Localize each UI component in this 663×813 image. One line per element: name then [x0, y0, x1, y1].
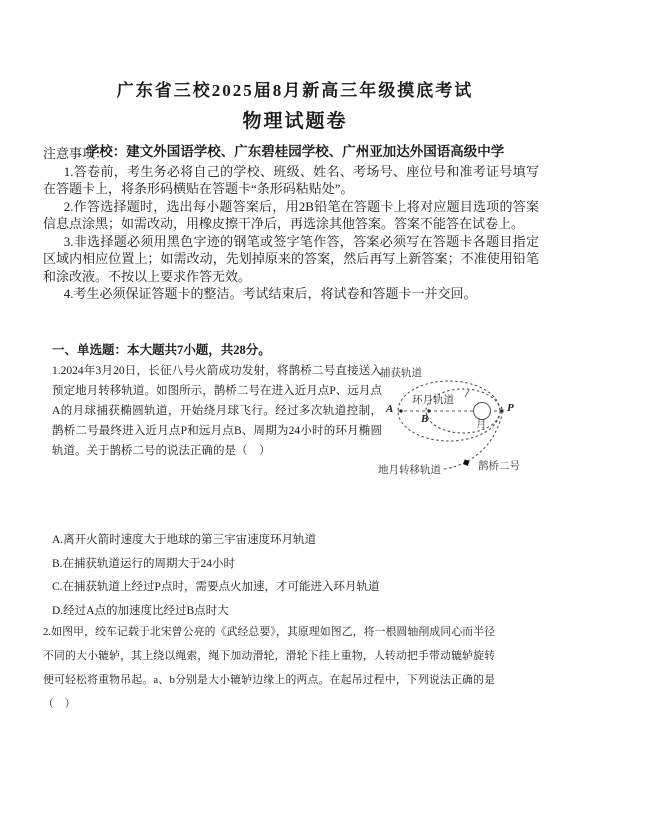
exam-title: 广东省三校2025届8月新高三年级摸底考试	[116, 81, 474, 100]
orbit-diagram	[366, 356, 576, 486]
transfer-orbit-label: 地月转移轨道	[378, 465, 441, 476]
point-p-label: P	[507, 402, 514, 414]
question-1-option-a: A.离开火箭时速度大于地球的第三宇宙速度环月轨道	[52, 534, 317, 546]
lunar-orbit-leader-line	[465, 390, 469, 397]
question-1-options	[52, 529, 472, 623]
point-a-label: A	[386, 403, 394, 415]
notice-section	[43, 145, 539, 303]
point-b-label: B	[421, 413, 429, 425]
question-2-stem: 2.如图甲，绞车记载于北宋曾公亮的《武经总要》，其原理如图乙，将一根圆轴削成同心而半径不同的大小辘轳，其上绕以绳索，绳下加动滑轮，滑轮下挂上重物，人转动把手带动辘轳旋转便可轻松将重物吊起。a、b分别是大小辘轳边缘上的两点。在起吊过程中，下列说法正确的是（ ）	[43, 626, 495, 710]
question-1-option-c: C.在捕获轨道上经过P点时，需要点火加速，才可能进入环月轨道	[52, 581, 380, 593]
section-heading: 一、单选题：本大题共7小题，共28分。	[52, 343, 271, 357]
notice-item-1: 1.答卷前，考生务必将自己的学校、班级、姓名、考场号、座位号和准考证号填写在答题卡上，将条形码横贴在答题卡“条形码粘贴处”。	[43, 163, 539, 196]
satellite-label: 鹊桥二号	[478, 461, 520, 472]
notice-item-2: 2.作答选择题时，选出每小题答案后，用2B铅笔在答题卡上将对应题目选项的答案信息点涂黑；如需改动，用橡皮擦干净后，再选涂其他答案。答案不能答在试卷上。	[43, 198, 539, 231]
capture-orbit-label: 捕获轨道	[380, 368, 422, 379]
question-1-option-d: D.经过A点的加速度比经过B点时大	[52, 604, 229, 617]
moon-label: 月	[476, 419, 487, 430]
exam-subtitle: 物理试题卷	[242, 111, 348, 132]
lunar-orbit-label: 环月轨道	[412, 395, 454, 406]
notice-item-3: 3.非选择题必须用黑色字迹的钢笔或签字笔作答，答案必须写在答题卡各题目指定区域内相应位置上；如需改动，先划掉原来的答案，然后再写上新答案；不准使用铅笔和涂改液。不按以上要求作答无效。	[43, 233, 539, 284]
school-line: 学校：建文外国语学校、广东碧桂园学校、广州亚加达外国语高级中学	[85, 144, 505, 159]
point-a-dot	[399, 409, 402, 412]
question-1-option-b: B.在捕获轨道运行的周期大于24小时	[52, 557, 236, 570]
question-1-stem: 1.2024年3月20日，长征八号火箭成功发射，将鹊桥二号直接送入预定地月转移轨道。如图所示，鹊桥二号在进入近月点P、远月点A的月球捕获椭圆轨道，开始绕月球飞行。经过多次轨道控制，鹊桥二号最终进入近月点P和远月点B、周期为24小时的环月椭圆轨道。关于鹊桥二号的说法正确的是（ ）	[52, 365, 382, 457]
notice-item-4: 4.考生必须保证答题卡的整洁。考试结束后，将试卷和答题卡一并交回。	[63, 286, 477, 301]
notice-heading: 注意事项：	[43, 146, 109, 161]
